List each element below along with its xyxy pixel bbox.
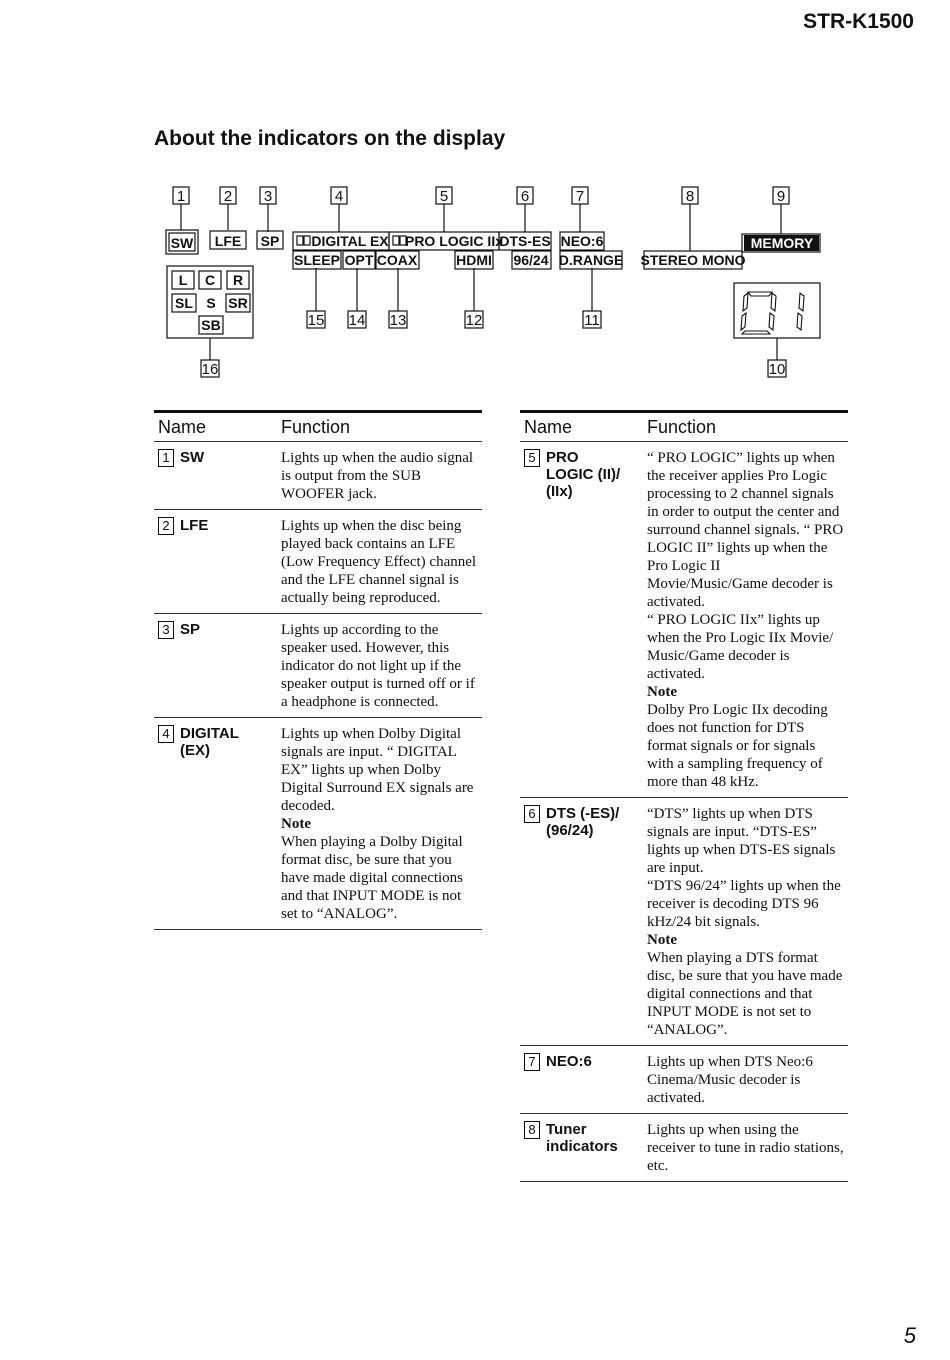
row-number: 3 [158,621,174,639]
indicator-name: PRO LOGIC (II)/ (IIx) [546,449,621,500]
callout-12: 12 [465,312,483,329]
indicator-name: LFE [180,517,209,534]
callout-6: 6 [520,188,530,205]
row-number: 8 [524,1121,540,1139]
table-row [520,1046,848,1114]
indicator-pro-logic: PRO LOGIC IIx [404,233,504,249]
table-row [520,798,848,1046]
right-function-table [520,410,848,1182]
channel-c: C [204,272,216,288]
name-header: Name [154,412,277,442]
callout-11: 11 [584,312,600,329]
row-number: 6 [524,805,540,823]
row-number: 2 [158,517,174,535]
callout-2: 2 [223,188,233,205]
row-number: 5 [524,449,540,467]
indicator-hdmi: HDMI [456,252,492,268]
indicator-opt: OPT [344,252,374,268]
function-text: Lights up when the disc being played back contains an LFE (Low Frequency Effect) channel and the LFE channel signal is actually being reproduced. [281,518,477,606]
indicator-digital-ex: DIGITAL EX [311,233,389,249]
callout-1: 1 [176,188,186,205]
indicator-name: NEO:6 [546,1053,592,1070]
note-text: When playing a DTS format disc, be sure that you have made digital connections and that INPUT MODE is not set to “ANALOG”. [647,950,843,1038]
indicator-name: DTS (-ES)/ (96/24) [546,805,620,839]
function-text: Lights up when using the receiver to tune in radio stations, etc. [647,1122,844,1174]
callout-7: 7 [575,188,585,205]
row-number: 7 [524,1053,540,1071]
table-row [520,442,848,798]
row-number: 4 [158,725,174,743]
callout-4: 4 [334,188,344,205]
indicator-neo6: NEO:6 [560,233,604,249]
function-text: Lights up when DTS Neo:6 Cinema/Music decoder is activated. [647,1054,813,1106]
channel-s: S [206,295,216,311]
indicator-name: SP [180,621,201,638]
function-text: Lights up when Dolby Digital signals are input. “ DIGITAL EX” lights up when Dolby Digital Surround EX signals are decoded. [281,726,474,814]
channel-sl: SL [175,295,193,311]
function-text: Lights up when the audio signal is output from the SUB WOOFER jack. [281,450,474,502]
indicator-coax: COAX [376,252,418,268]
note-text: Dolby Pro Logic IIx decoding does not function for DTS format signals or for signals with a sampling frequency of more than 48 kHz. [647,702,828,790]
table-row [154,718,482,930]
callout-13: 13 [389,312,407,329]
table-row [154,614,482,718]
page-number: 5 [903,1323,916,1348]
indicator-name: DIGITAL (EX) [180,725,239,759]
callout-8: 8 [685,188,695,205]
indicator-lfe: LFE [214,233,242,249]
function-text: Lights up according to the speaker used. However, this indicator do not light up if the speaker output is turned off or if a headphone is connected. [281,622,475,710]
seven-segment-display [741,292,804,334]
indicator-sleep: SLEEP [294,252,340,268]
function-text: “ PRO LOGIC” lights up when the receiver applies Pro Logic processing to 2 channel signals in order to output the center and surround channel signals. “ PRO LOGIC II” lights up when the Pro Logic II Movie/Music/Game decoder is activated. “ PRO LOGIC IIx” lights up when the Pro Logic IIx Movie/ Music/Game decoder is activated. [647,450,844,682]
callout-15: 15 [307,312,325,329]
name-header: Name [520,412,643,442]
indicator-sp: SP [260,233,280,249]
channel-r: R [232,272,244,288]
indicator-memory: MEMORY [750,235,814,251]
table-row [520,1114,848,1182]
channel-sb: SB [201,317,221,333]
function-header: Function [277,412,482,442]
row-number: 1 [158,449,174,467]
indicator-stereo-mono: STEREO MONO [640,252,746,268]
indicator-sw: SW [170,235,194,251]
note-label: Note [281,816,311,832]
callout-9: 9 [776,188,786,205]
callout-16: 16 [201,361,219,378]
callout-14: 14 [348,312,366,329]
table-row [154,442,482,510]
indicator-name: Tuner indicators [546,1121,618,1155]
callout-10: 10 [768,361,786,378]
note-label: Note [647,932,677,948]
left-function-table [154,410,482,930]
table-row [154,510,482,614]
display-diagram [0,0,950,400]
note-text: When playing a Dolby Digital format disc, be sure that you have made digital connections and that INPUT MODE is not set to “ANALOG”. [281,834,464,922]
function-header: Function [643,412,848,442]
function-text: “DTS” lights up when DTS signals are input. “DTS-ES” lights up when DTS-ES signals are input. “DTS 96/24” lights up when the receiver is decoding DTS 96 kHz/24 bit signals. [647,806,841,930]
indicator-name: SW [180,449,205,466]
model-number: STR-K1500 [803,10,914,33]
callout-3: 3 [263,188,273,205]
display-diagram-svg [0,0,950,400]
note-label: Note [647,684,677,700]
callout-5: 5 [439,188,449,205]
indicator-drange: D.RANGE [558,252,624,268]
indicator-96-24: 96/24 [513,252,549,268]
page-title: About the indicators on the display [154,127,506,150]
indicator-dts-es: DTS-ES [499,233,551,249]
channel-l: L [178,272,188,288]
channel-sr: SR [228,295,248,311]
